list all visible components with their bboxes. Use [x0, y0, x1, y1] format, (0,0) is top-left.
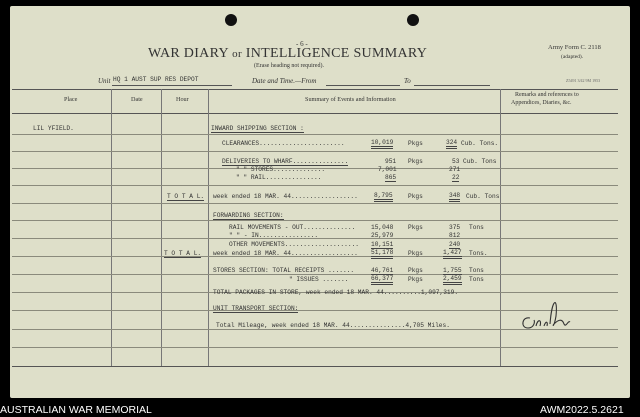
form-number: Army Form C. 2118 [548, 44, 601, 51]
issues-tons: 2,459 [443, 275, 462, 285]
table-header-rule [12, 113, 618, 114]
week-total-1-pkgs: 8,795 [374, 192, 393, 202]
stores-pkgs: 7,001 [378, 166, 397, 173]
clearances-pkgs: 10,019 [371, 139, 393, 149]
week-total-2: week ended 18 MAR. 44.................. [213, 250, 358, 257]
rail-out-label: RAIL MOVEMENTS - OUT.............. [229, 224, 356, 231]
col-divider-4 [500, 89, 501, 366]
print-code: Z5491 3/42 9M 1953 [566, 78, 601, 83]
issues-pkgs: 66,377 [371, 275, 393, 285]
col-header-remarks-2: Appendices, Diaries, &c. [511, 100, 572, 106]
pkgs-unit: Pkgs [408, 140, 423, 147]
pkgs-unit: Pkgs [408, 193, 423, 200]
date-label: Date and Time.—From [252, 77, 317, 85]
total-label-2: T O T A L. [164, 250, 202, 257]
title-war: WAR DIARY [148, 46, 229, 61]
col-divider-2 [161, 89, 162, 366]
to-underline [414, 85, 490, 86]
cub-tons-unit: Cub. Tons [463, 158, 497, 165]
pkgs-unit: Pkgs [408, 250, 423, 257]
pkgs-unit: Pkgs [408, 267, 423, 274]
rail-in-label: " " - IN................ [229, 232, 319, 239]
week-total-2-pkgs: 51,178 [371, 249, 393, 259]
rail-in-pkgs: 25,979 [371, 232, 394, 239]
tons-unit: Tons [469, 267, 484, 274]
inward-shipping-title: INWARD SHIPPING SECTION : [211, 125, 304, 132]
deliveries-pkgs: 951 [385, 158, 397, 165]
ruled-line [12, 203, 618, 204]
deliveries-label: DELIVERIES TO WHARF............... [222, 158, 349, 165]
col-divider-3 [208, 89, 209, 366]
punch-hole-left [225, 14, 237, 26]
clearances-cub: 324 [446, 139, 457, 149]
title-or: or [232, 48, 242, 60]
signature-icon [516, 296, 576, 336]
pkgs-unit: Pkgs [408, 224, 423, 231]
title-intel: INTELLIGENCE SUMMARY [245, 46, 428, 61]
rail-out-pkgs: 15,048 [371, 224, 394, 231]
forwarding-title: FORWARDING SECTION: [213, 212, 284, 219]
col-header-hour: Hour [176, 96, 189, 103]
col-header-summary: Summary of Events and Information [305, 96, 396, 103]
stores-cub: 271 [449, 166, 461, 173]
tons-unit: Tons [469, 224, 484, 231]
table-bottom-rule [12, 366, 618, 367]
col-header-date: Date [131, 96, 143, 103]
punch-hole-right [407, 14, 419, 26]
unit-value: HQ 1 AUST SUP RES DEPOT [113, 76, 199, 83]
stores-row-label: " " STORES.............. [236, 166, 326, 173]
ruled-line [12, 151, 618, 152]
other-movements-pkgs: 10,151 [371, 241, 394, 248]
rail-cub: 22 [452, 174, 460, 181]
col-header-place: Place [64, 96, 78, 103]
issues-label: " ISSUES ....... [289, 276, 349, 283]
total-packages-row: TOTAL PACKAGES IN STORE, week ended 18 MAR. 44..........1,097,319. [213, 289, 459, 296]
total-label-1: T O T A L. [167, 193, 205, 200]
week-total-1-cub: 348 [449, 192, 460, 202]
week-total-2-tons: 1,427 [443, 249, 462, 259]
form-adapted: (adapted). [561, 54, 584, 60]
other-movements-tons: 240 [449, 241, 461, 248]
cub-tons-unit: Cub. Tons. [461, 140, 499, 147]
cub-tons-unit: Cub. Tons [466, 193, 500, 200]
page-number: - 6 - [296, 40, 308, 48]
ruled-line [12, 185, 618, 186]
col-header-remarks-1: Remarks and references to [515, 92, 579, 98]
ruled-line [12, 134, 618, 135]
ruled-line [12, 347, 618, 348]
subtitle: (Erase heading not required). [254, 63, 324, 69]
rail-row-label: " " RAIL............... [236, 174, 322, 181]
clearances-label: CLEARANCES....................... [222, 140, 345, 147]
transport-title: UNIT TRANSPORT SECTION: [213, 305, 299, 312]
footer-institution: AUSTRALIAN WAR MEMORIAL [0, 404, 152, 416]
receipts-pkgs: 46,761 [371, 267, 394, 274]
mileage-row: Total Mileage, week ended 18 MAR. 44...............4,705 Miles. [216, 322, 450, 329]
rail-out-tons: 375 [449, 224, 461, 231]
table-top-rule [12, 89, 618, 90]
rail-pkgs: 865 [385, 174, 397, 181]
pkgs-unit: Pkgs [408, 276, 423, 283]
place-entry: LIL YFIELD. [33, 125, 74, 132]
ruled-line [12, 220, 618, 221]
footer-reference: AWM2022.5.2621 [540, 404, 624, 416]
deliveries-cub: 53 [452, 158, 460, 165]
tons-unit: Tons [469, 276, 484, 283]
unit-underline [112, 85, 232, 86]
page-title [148, 46, 427, 62]
other-movements-label: OTHER MOVEMENTS.................... [229, 241, 359, 248]
date-underline [326, 85, 400, 86]
receipts-tons: 1,755 [443, 267, 462, 274]
rail-in-tons: 812 [449, 232, 461, 239]
ruled-line [12, 274, 618, 275]
pkgs-unit: Pkgs [408, 158, 423, 165]
stores-section-label: STORES SECTION: TOTAL RECEIPTS ....... [213, 267, 355, 274]
week-total-1: week ended 18 MAR. 44.................. [213, 193, 358, 200]
col-divider-1 [111, 89, 112, 366]
unit-label: Unit [98, 77, 111, 85]
to-label: To [404, 77, 411, 85]
tons-unit: Tons. [469, 250, 488, 257]
